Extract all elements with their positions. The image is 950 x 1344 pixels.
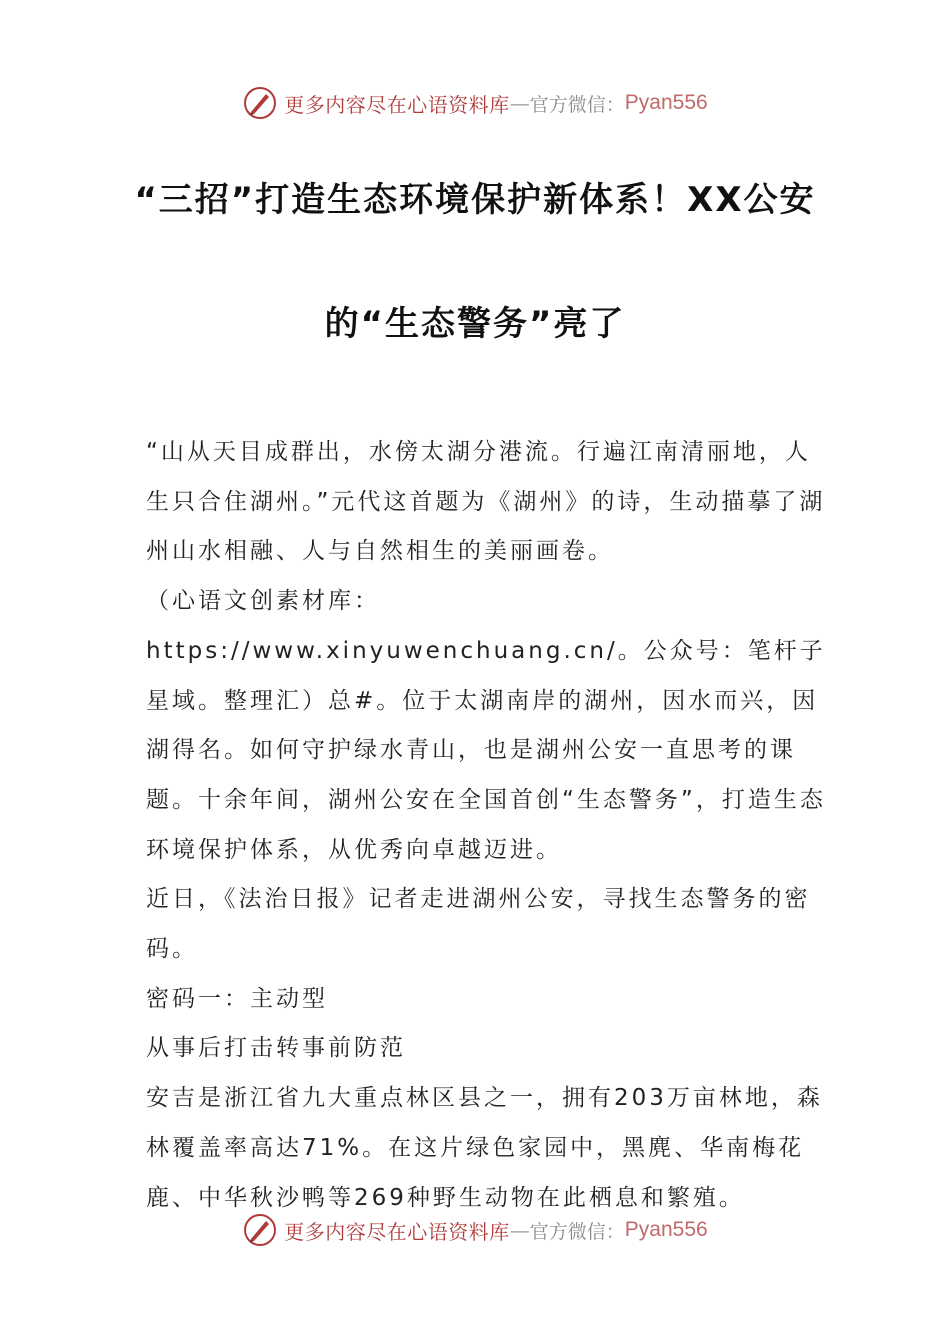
- banner-separator: —: [509, 91, 530, 115]
- banner-separator: —: [509, 1218, 530, 1242]
- pen-logo-icon: [242, 1212, 278, 1248]
- paragraph-reporter: 近日，《法治日报》记者走进湖州公安，寻找生态警务的密码。: [146, 886, 811, 963]
- footer-banner: [0, 1210, 950, 1250]
- banner-wechat-id: Pyan556: [624, 91, 708, 114]
- banner-wechat-label: 官方微信：: [529, 1220, 625, 1243]
- banner-text: 更多内容尽在心语资料库: [284, 1219, 510, 1244]
- section-subheading: 从事后打击转事前防范: [146, 1035, 406, 1062]
- article-title-line2: 的“生态警务”亮了: [324, 304, 626, 344]
- paragraph-intro: （心语文创素材库：https://www.xinyuwenchuang.cn/。公众号：笔杆子星域。整理汇）总#。位于太湖南岸的湖州，因水而兴，因湖得名。如何守护绿水青山，也是湖州公安一直思考的课题。十余年间，湖州公安在全国首创“生态警务”，打造生态环境保护体系，从优秀向卓越迈进。: [146, 588, 826, 863]
- section-heading: 密码一：主动型: [146, 985, 328, 1012]
- pen-logo-icon: [242, 85, 278, 121]
- banner-wechat-label: 官方微信：: [529, 93, 625, 116]
- header-banner: [0, 83, 950, 123]
- banner-wechat-id: Pyan556: [624, 1218, 708, 1241]
- paragraph-anji: 安吉是浙江省九大重点林区县之一，拥有203万亩林地，森林覆盖率高达71%。在这片绿色家园中，黑麂、华南梅花鹿、中华秋沙鸭等269种野生动物在此栖息和繁殖。: [146, 1085, 823, 1211]
- paragraph-poem: “山从天目成群出，水傍太湖分港流。行遍江南清丽地，人生只合住湖州。”元代这首题为《湖州》的诗，生动描摹了湖州山水相融、人与自然相生的美丽画卷。: [146, 439, 826, 565]
- article-title-line1: “三招”打造生态环境保护新体系！XX公安: [134, 180, 816, 220]
- article-body: [146, 428, 826, 1223]
- banner-text: 更多内容尽在心语资料库: [284, 92, 510, 117]
